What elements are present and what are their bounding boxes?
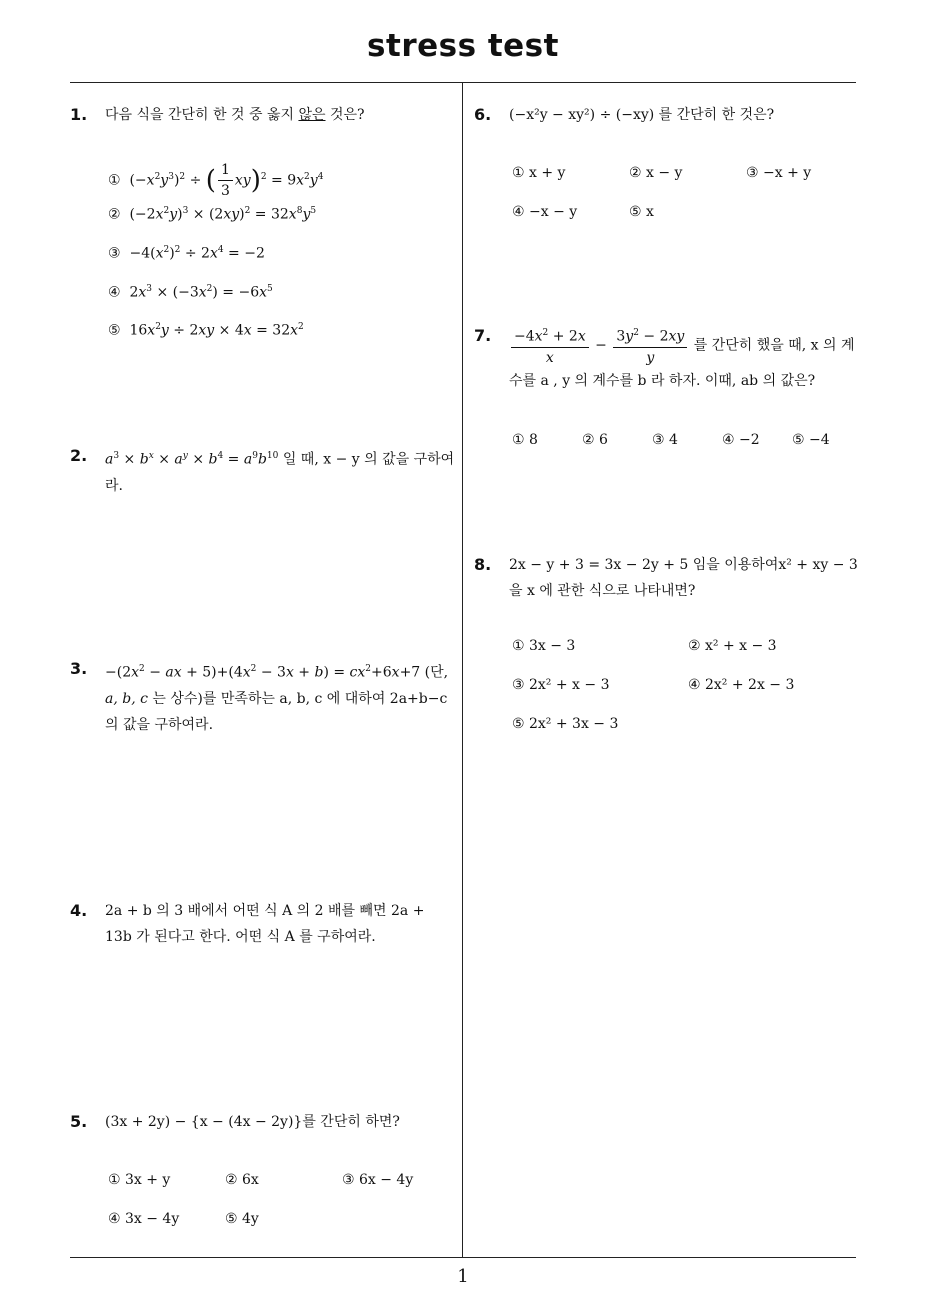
q7-option-2: ② 6 [582,432,608,448]
question-text: $\frac{-4x^2 + 2x}{x}$ − $\frac{3y^2 - 2xy}{y}$ 를 간단히 했을 때, x 의 계수를 a , y 의 계수를 b 라 하자. 이때, ab 의 값은? [509,323,864,394]
page-title: stress test [367,28,559,64]
q6-option-3: ③ −x + y [746,165,812,181]
q8-option-2: ② x² + x − 3 [688,638,777,654]
q7-option-3: ③ 4 [652,432,678,448]
question-text: $-(2x^2$ − ax + $5)+(4x^2 - 3x + b) = cx^2+6x+7$ (단, a, b, c 는 상수)를 만족하는 a, b, c 에 대하여 2a+b−c 의 값을 구하여라. [105,664,449,733]
question-number: 4. [70,901,88,920]
question-text: 2a + b 의 3 배에서 어떤 식 A 의 2 배를 빼면 2a + 13b 가 된다고 한다. 어떤 식 A 를 구하여라. [105,903,425,945]
bottom-rule [70,1257,856,1258]
question-1 [70,102,455,128]
q5-option-3: ③ 6x − 4y [342,1172,414,1188]
page-number: 1 [457,1266,469,1287]
q8-option-3: ③ 2x² + x − 3 [512,677,610,693]
q7-option-1: ① 8 [512,432,538,448]
question-text: (3x + 2y) − {x − (4x − 2y)}를 간단히 하면? [105,1114,400,1130]
question-number: 5. [70,1112,88,1131]
q5-option-5: ⑤ 4y [225,1211,259,1227]
question-7 [474,323,864,394]
q8-option-1: ① 3x − 3 [512,638,576,654]
q5-option-4: ④ 3x − 4y [108,1211,180,1227]
q1-option-5: ⑤ $16x^2y \div 2xy \times 4x = 32x^2$ [108,322,304,339]
q7-option-4: ④ −2 [722,432,760,448]
question-4 [70,898,455,950]
q1-option-4: ④ $2x^3 \times (-3x^2) = -6x^5$ [108,284,273,301]
question-number: 7. [474,326,492,345]
question-6 [474,102,859,128]
q8-option-4: ④ 2x² + 2x − 3 [688,677,795,693]
question-number: 1. [70,105,88,124]
column-divider [462,82,463,1257]
question-text: 다음 식을 간단히 한 것 중 옳지 않은 것은? [105,107,365,123]
question-8 [474,552,864,604]
question-2 [70,443,455,499]
question-number: 3. [70,659,88,678]
q1-option-2: ② $(-2x^2y)^3 \times (2xy)^2 = 32x^8y^5$ [108,206,317,223]
top-rule [70,82,856,83]
question-number: 8. [474,555,492,574]
question-number: 2. [70,446,88,465]
question-3 [70,656,455,738]
q1-option-1: ① $(-x^2y^3)^2$ ÷ ( $\frac{1}{3}$ $xy)^2 = 9x^2y^4$ [108,162,324,199]
underlined-word: 않은 [298,107,326,123]
question-text: (−x²y − xy²) ÷ (−xy) 를 간단히 한 것은? [509,107,775,123]
question-number: 6. [474,105,492,124]
question-5 [70,1109,455,1135]
q5-option-2: ② 6x [225,1172,259,1188]
q6-option-4: ④ −x − y [512,204,578,220]
question-text: $a^3 \times b^x \times a^y \times b^4 = a^9b^{10}$ 일 때, x − y 의 값을 구하여라. [105,451,455,494]
q6-option-1: ① x + y [512,165,566,181]
q7-option-5: ⑤ −4 [792,432,830,448]
q8-option-5: ⑤ 2x² + 3x − 3 [512,716,619,732]
question-text: 2x − y + 3 = 3x − 2y + 5 임을 이용하여x² + xy − 3 을 x 에 관한 식으로 나타내면? [509,557,858,599]
q6-option-5: ⑤ x [629,204,654,220]
q6-option-2: ② x − y [629,165,683,181]
q1-option-3: ③ $-4(x^2)^2 \div 2x^4 = -2$ [108,245,265,262]
q5-option-1: ① 3x + y [108,1172,171,1188]
